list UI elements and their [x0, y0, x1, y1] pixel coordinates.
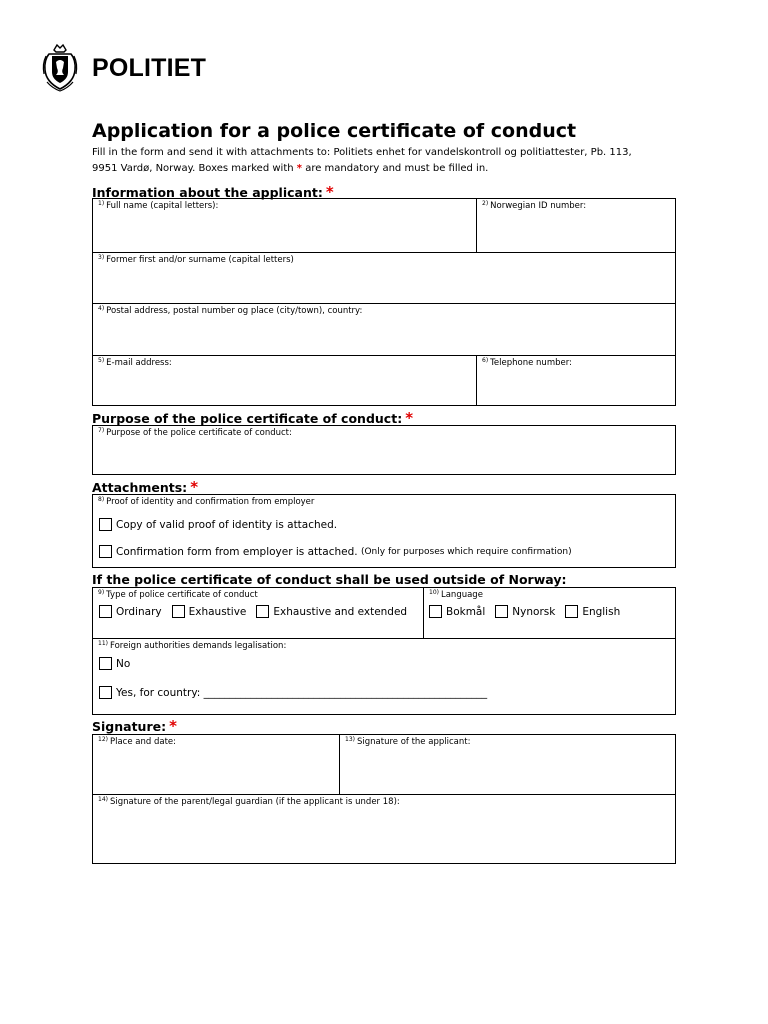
section-applicant-label: Information about the applicant:	[92, 185, 323, 200]
ordinary-checkbox[interactable]	[99, 605, 112, 618]
legalisation-yes-option[interactable]	[99, 686, 487, 699]
certificate-type-label: $^{9)}$ Type of police certificate of conduct	[98, 589, 258, 600]
mandatory-asterisk: *	[169, 717, 177, 735]
employer-confirmation-label: Confirmation form from employer is attached.	[116, 545, 358, 558]
legalisation-yes-label: Yes, for country: ______________________________________________________	[116, 686, 488, 699]
applicant-signature-label: $^{13)}$ Signature of the applicant:	[345, 736, 471, 747]
politiet-logo	[40, 42, 207, 92]
attachments-box	[92, 494, 676, 568]
legalisation-no-option[interactable]	[99, 657, 130, 670]
exhaustive-label: Exhaustive	[188, 605, 247, 618]
purpose-box	[92, 425, 676, 475]
english-label: English	[582, 605, 621, 618]
telephone-label: $^{6)}$ Telephone number:	[482, 357, 572, 368]
purpose-field[interactable]	[93, 426, 675, 474]
brand-name: POLITIET	[92, 54, 207, 82]
guardian-signature-field[interactable]	[93, 795, 675, 863]
mandatory-asterisk: *	[190, 478, 199, 496]
proof-of-identity-option[interactable]	[99, 518, 337, 531]
legalisation-cell	[93, 639, 675, 714]
exhaustive-extended-checkbox[interactable]	[256, 605, 269, 618]
employer-confirmation-checkbox[interactable]	[99, 545, 112, 558]
place-date-field[interactable]	[93, 735, 339, 794]
employer-confirmation-option[interactable]	[99, 545, 572, 558]
mandatory-asterisk: *	[405, 409, 414, 427]
language-cell	[423, 588, 675, 638]
section-outside-norway-label: If the police certificate of conduct shall be used outside of Norway:	[92, 572, 567, 587]
nynorsk-label: Nynorsk	[512, 605, 556, 618]
nynorsk-checkbox[interactable]	[495, 605, 508, 618]
attachments-label: $^{8)}$ Proof of identity and confirmation from employer	[98, 496, 315, 507]
certificate-type-cell	[93, 588, 423, 638]
email-label: $^{5)}$ E-mail address:	[98, 357, 172, 368]
mandatory-asterisk: *	[296, 163, 302, 174]
telephone-field[interactable]	[476, 356, 675, 405]
section-outside-norway-heading	[92, 572, 566, 587]
mandatory-asterisk: *	[325, 183, 334, 201]
intro-text	[92, 145, 682, 177]
english-checkbox[interactable]	[565, 605, 578, 618]
norwegian-id-field[interactable]	[476, 199, 675, 252]
applicant-signature-field[interactable]	[339, 735, 675, 794]
outside-norway-box	[92, 587, 676, 715]
proof-of-identity-checkbox[interactable]	[99, 518, 112, 531]
intro-line-1: Fill in the form and send it with attachments to: Politiets enhet for vandelskontroll og politiattester, Pb. 113,	[92, 147, 632, 158]
norwegian-id-label: $^{2)}$ Norwegian ID number:	[482, 200, 587, 211]
purpose-label: $^{7)}$ Purpose of the police certificate of conduct:	[98, 427, 292, 438]
proof-of-identity-label: Copy of valid proof of identity is attached.	[116, 518, 338, 531]
legalisation-label: $^{11)}$ Foreign authorities demands legalisation:	[98, 640, 287, 651]
signature-box	[92, 734, 676, 864]
employer-confirmation-note: (Only for purposes which require confirmation)	[360, 546, 572, 557]
legalisation-no-label: No	[116, 657, 131, 670]
ordinary-label: Ordinary	[116, 605, 162, 618]
section-signature-heading	[92, 717, 177, 735]
section-purpose-label: Purpose of the police certificate of conduct:	[92, 411, 403, 426]
certificate-type-options	[99, 605, 407, 618]
language-label: $^{10)}$ Language	[429, 589, 483, 600]
place-date-label: $^{12)}$ Place and date:	[98, 736, 177, 747]
legalisation-yes-checkbox[interactable]	[99, 686, 112, 699]
exhaustive-extended-label: Exhaustive and extended	[273, 605, 408, 618]
exhaustive-checkbox[interactable]	[172, 605, 185, 618]
email-field[interactable]	[93, 356, 476, 405]
section-attachments-label: Attachments:	[92, 480, 188, 495]
language-options	[429, 605, 620, 618]
bokmal-checkbox[interactable]	[429, 605, 442, 618]
former-name-label: $^{3)}$ Former first and/or surname (capital letters)	[98, 254, 294, 265]
guardian-signature-label: $^{14)}$ Signature of the parent/legal guardian (if the applicant is under 18):	[98, 796, 400, 807]
section-signature-label: Signature:	[92, 719, 167, 734]
former-name-field[interactable]	[93, 253, 675, 303]
intro-line-2-start: 9951 Vardø, Norway. Boxes marked with	[92, 163, 294, 174]
postal-address-label: $^{4)}$ Postal address, postal number og place (city/town), country:	[98, 305, 363, 316]
legalisation-no-checkbox[interactable]	[99, 657, 112, 670]
page-title: Application for a police certificate of conduct	[92, 120, 577, 142]
full-name-label: $^{1)}$ Full name (capital letters):	[98, 200, 219, 211]
police-crest-icon	[40, 42, 80, 92]
intro-line-2-end: are mandatory and must be filled in.	[305, 163, 489, 174]
full-name-field[interactable]	[93, 199, 476, 252]
applicant-box	[92, 198, 676, 406]
bokmal-label: Bokmål	[446, 605, 486, 618]
postal-address-field[interactable]	[93, 304, 675, 355]
